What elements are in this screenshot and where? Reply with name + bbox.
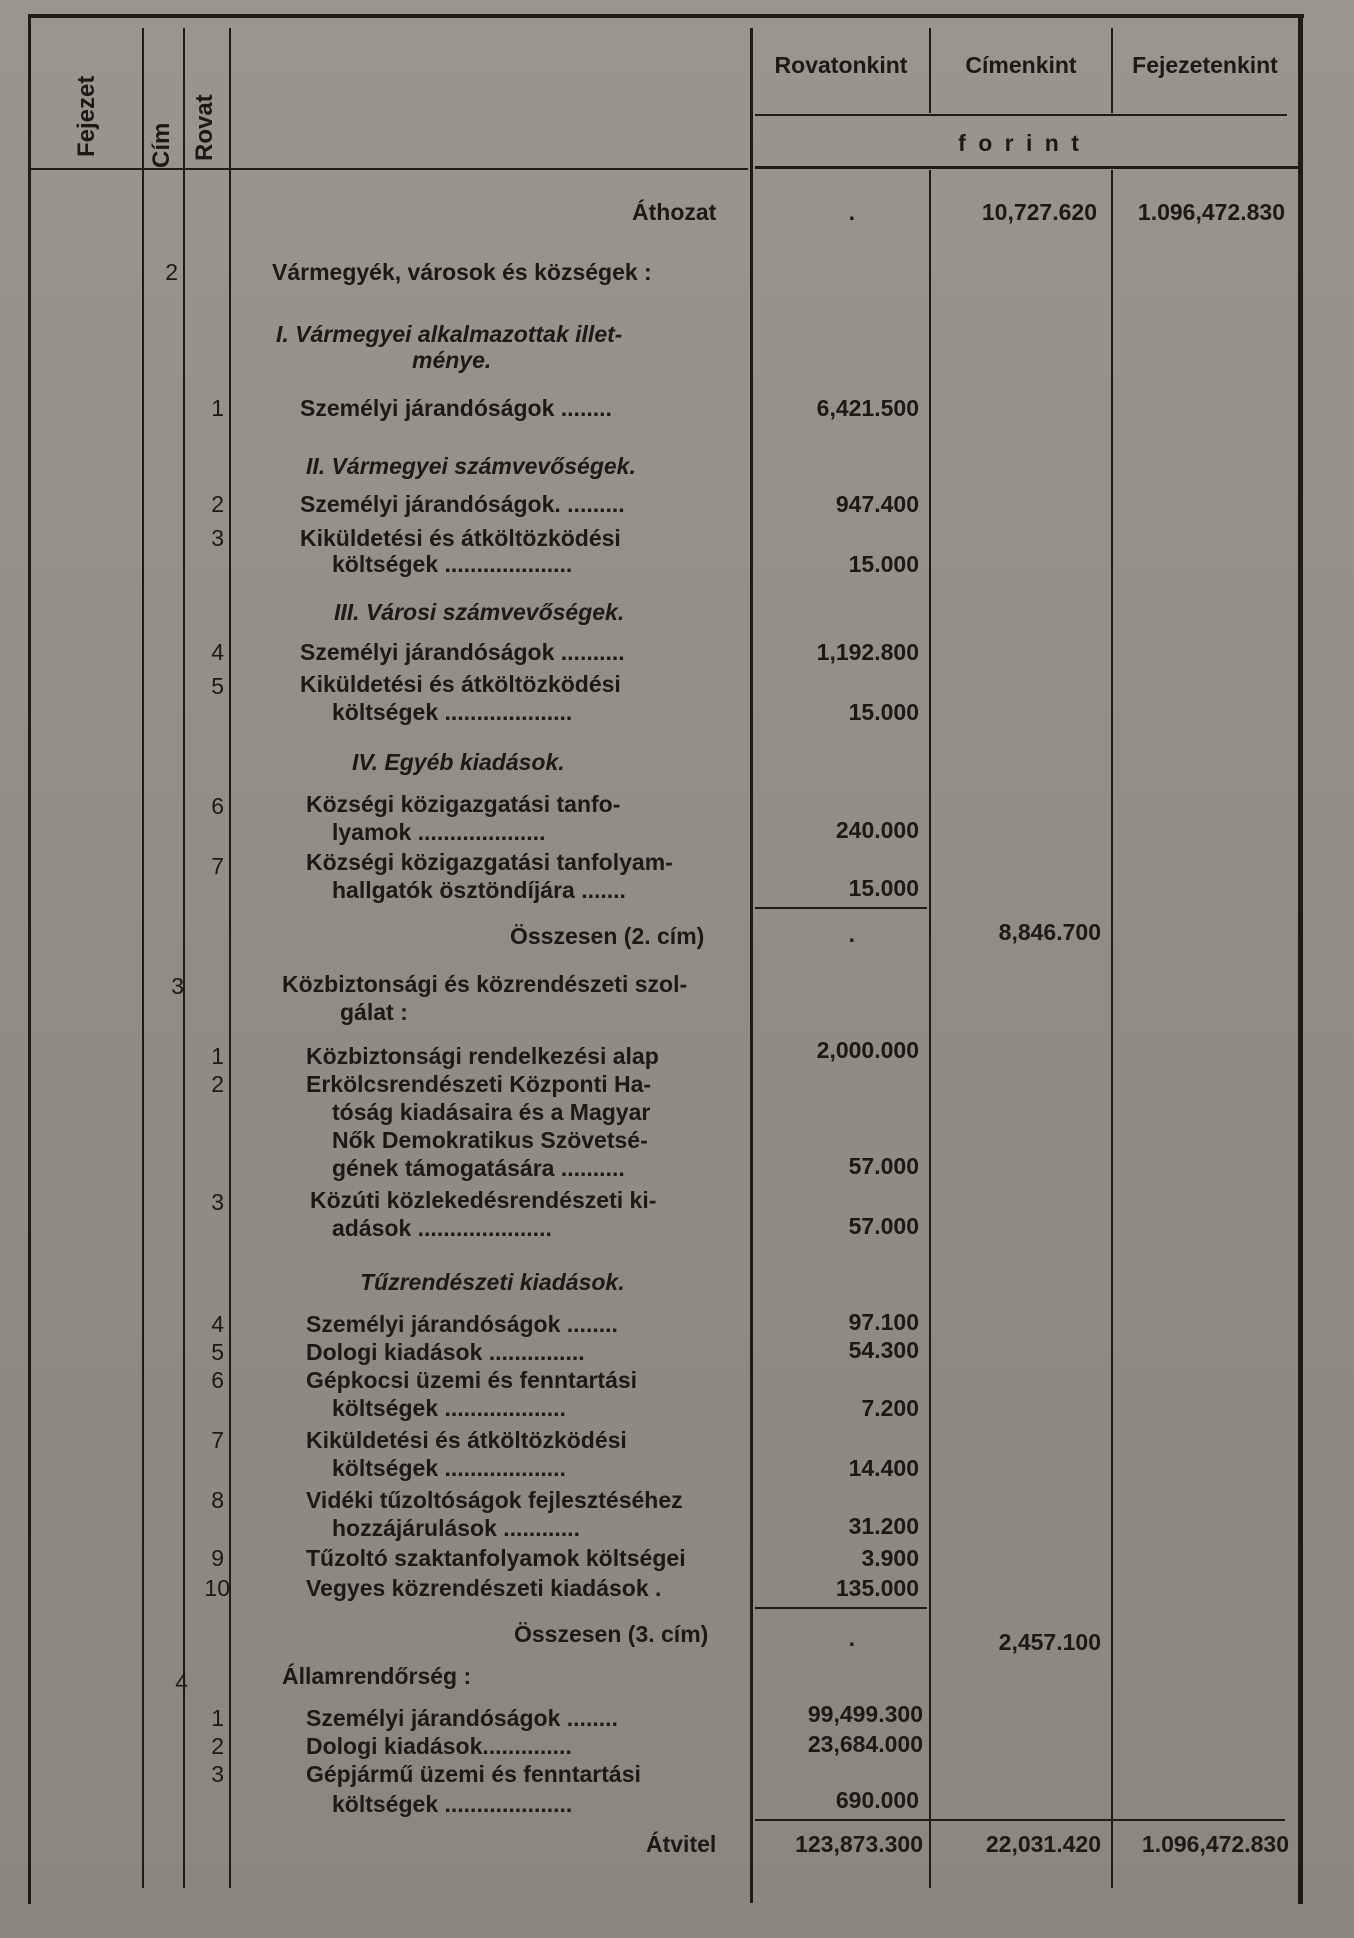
sec3-r7-code: 7 [211,1427,224,1453]
atvitel-fejezet: 1.096,472.830 [1141,1831,1289,1857]
unit-top-rule [755,114,1287,116]
header-unit: f o r i n t [958,130,1082,156]
sec2-sub3: III. Városi számvevőségek. [334,599,625,625]
sec2-r4-code: 4 [211,639,224,665]
sec2-r7-value: 15.000 [848,875,919,901]
sec3-r2-code: 2 [211,1071,224,1097]
header-rovatonkint: Rovatonkint [774,52,908,78]
right-border [1298,14,1303,1904]
sec3-r9-code: 9 [211,1545,224,1571]
header-bottom-rule-right [755,166,1300,169]
sec4-r3-line2: költségek .................... [332,1791,573,1817]
sec3-cim-number: 3 [171,973,184,999]
sec2-r7-line2: hallgatók ösztöndíjára ....... [332,877,626,903]
sec3-r1-value: 2,000.000 [816,1037,919,1063]
sec3-total-value: 2,457.100 [998,1629,1101,1655]
athozat-label: Áthozat [632,199,717,225]
sec4-title: Államrendőrség : [282,1663,472,1689]
sec3-r3-line2: adások ..................... [332,1215,552,1241]
sec2-r5-line1: Kiküldetési és átköltözködési [300,671,621,697]
sec3-r9-value: 3.900 [861,1545,919,1571]
sec3-title-line2: gálat : [340,999,408,1025]
sec2-r5-code: 5 [211,673,224,699]
sum-rule-sec2 [755,907,927,909]
sec2-cim-number: 2 [165,259,178,285]
top-border [28,14,1304,18]
sec3-r5-code: 5 [211,1339,224,1365]
sec4-r1-value: 99,499.300 [807,1701,923,1727]
sec4-r1-label: Személyi járandóságok ........ [306,1705,618,1731]
atvitel-label: Átvitel [646,1831,717,1857]
sec2-r1-code: 1 [211,395,224,421]
sec3-r9-label: Tűzoltó szaktanfolyamok költségei [306,1545,686,1571]
sec2-r1-label: Személyi járandóságok ........ [300,395,612,421]
sec3-r8-value: 31.200 [848,1513,919,1539]
sec2-r7-code: 7 [211,853,224,879]
sec2-r3-line1: Kiküldetési és átköltözködési [300,525,621,551]
sec2-r6-line1: Községi közigazgatási tanfo- [306,791,621,817]
sec4-r3-code: 3 [211,1761,224,1787]
sec4-cim-number: 4 [175,1669,188,1695]
col-rule-rovatonkint [750,28,753,1903]
col-rule-fejezet [142,28,144,1888]
sec3-r8-code: 8 [211,1487,224,1513]
sec3-r10-code: 10 [204,1575,230,1601]
sec4-r3-line1: Gépjármű üzemi és fenntartási [306,1761,641,1787]
sec3-r3-code: 3 [211,1189,224,1215]
sec2-sub1-line1: I. Vármegyei alkalmazottak illet- [276,321,623,347]
atvitel-rovat: 123,873.300 [795,1831,923,1857]
sec3-r1-code: 1 [211,1043,224,1069]
sum-rule-atvitel [755,1819,1285,1821]
sec3-r1-label: Közbiztonsági rendelkezési alap [306,1043,659,1069]
sec2-r3-line2: költségek .................... [332,551,573,577]
sec3-r3-value: 57.000 [848,1213,919,1239]
sec2-r5-line2: költségek .................... [332,699,573,725]
athozat-cim: 10,727.620 [981,199,1097,225]
sec2-total-value: 8,846.700 [998,919,1101,945]
sec2-r2-value: 947.400 [835,491,919,517]
sec2-r2-label: Személyi járandóságok. ......... [300,491,625,517]
sec3-r6-line2: költségek ................... [332,1395,566,1421]
sec3-r7-value: 14.400 [848,1455,919,1481]
sec3-r8-line2: hozzájárulások ............ [332,1515,580,1541]
header-fejezetenkint: Fejezetenkint [1132,52,1278,78]
sec3-r6-line1: Gépkocsi üzemi és fenntartási [306,1367,638,1393]
sec3-r2-line3: Nők Demokratikus Szövetsé- [332,1127,648,1153]
sec3-total-label: Összesen (3. cím) [514,1621,709,1647]
sec3-r4-code: 4 [211,1311,224,1337]
sum-rule-sec3 [755,1607,927,1609]
col-rule-rovat [229,28,231,1888]
sec3-r7-line1: Kiküldetési és átköltözködési [306,1427,627,1453]
sec4-r2-label: Dologi kiadások.............. [306,1733,572,1759]
sec2-r6-value: 240.000 [835,817,919,843]
sec3-r2-line2: tóság kiadásaira és a Magyar [332,1099,651,1125]
sec2-title: Vármegyék, városok és községek : [272,259,652,285]
sec3-r5-label: Dologi kiadások ............... [306,1339,585,1365]
sec3-r10-label: Vegyes közrendészeti kiadások . [306,1575,662,1601]
sec3-r6-value: 7.200 [861,1395,919,1421]
sec2-r7-line1: Községi közigazgatási tanfolyam- [306,849,673,875]
sec2-r4-label: Személyi járandóságok .......... [300,639,625,665]
athozat-rovat: . [848,199,855,225]
sec3-title-line1: Közbiztonsági és közrendészeti szol- [282,971,688,997]
sec2-r6-code: 6 [211,793,224,819]
header-bottom-rule [28,168,748,170]
sec3-r8-line1: Vidéki tűzoltóságok fejlesztéséhez [306,1487,683,1513]
sec2-r1-value: 6,421.500 [816,395,919,421]
atvitel-cim: 22,031.420 [985,1831,1101,1857]
sec2-r4-value: 1,192.800 [816,639,919,665]
sec2-r3-code: 3 [211,525,224,551]
sec4-r2-code: 2 [211,1733,224,1759]
sec3-r5-value: 54.300 [848,1337,919,1363]
col-rule-fejezetenkint-lower [1111,170,1113,1888]
sec4-r3-value: 690.000 [835,1787,919,1813]
header-rovat: Rovat [191,94,218,161]
sec2-sub1-line2: ménye. [412,347,492,373]
sec3-r2-value: 57.000 [848,1153,919,1179]
sec2-r5-value: 15.000 [848,699,919,725]
sec3-r4-value: 97.100 [848,1309,919,1335]
sec3-r4-label: Személyi járandóságok ........ [306,1311,618,1337]
sec2-sub2: II. Vármegyei számvevőségek. [306,453,636,479]
sec2-r6-line2: lyamok .................... [332,819,546,845]
header-cimenkint: Címenkint [965,52,1077,78]
col-rule-cim [183,28,185,1888]
left-border [28,14,31,1904]
sec2-sub4: IV. Egyéb kiadások. [352,749,565,775]
sec3-r10-value: 135.000 [835,1575,919,1601]
header-cim: Cím [148,122,175,168]
sec4-r1-code: 1 [211,1705,224,1731]
header-fejezet: Fejezet [73,75,100,157]
sec3-r2-line1: Erkölcsrendészeti Központi Ha- [306,1071,652,1097]
sec3-r3-line1: Közúti közlekedésrendészeti ki- [310,1187,657,1213]
sec3-r6-code: 6 [211,1367,224,1393]
sec3-total-rovat: . [848,1625,855,1651]
sec2-total-rovat: . [848,921,855,947]
sec4-r2-value: 23,684.000 [807,1731,923,1757]
sec3-r2-line4: gének támogatására .......... [332,1155,625,1181]
sec3-sub: Tűzrendészeti kiadások. [360,1269,625,1295]
sec3-r7-line2: költségek ................... [332,1455,566,1481]
athozat-fejezet: 1.096,472.830 [1137,199,1285,225]
sec2-total-label: Összesen (2. cím) [510,923,705,949]
sec2-r3-value: 15.000 [848,551,919,577]
sec2-r2-code: 2 [211,491,224,517]
